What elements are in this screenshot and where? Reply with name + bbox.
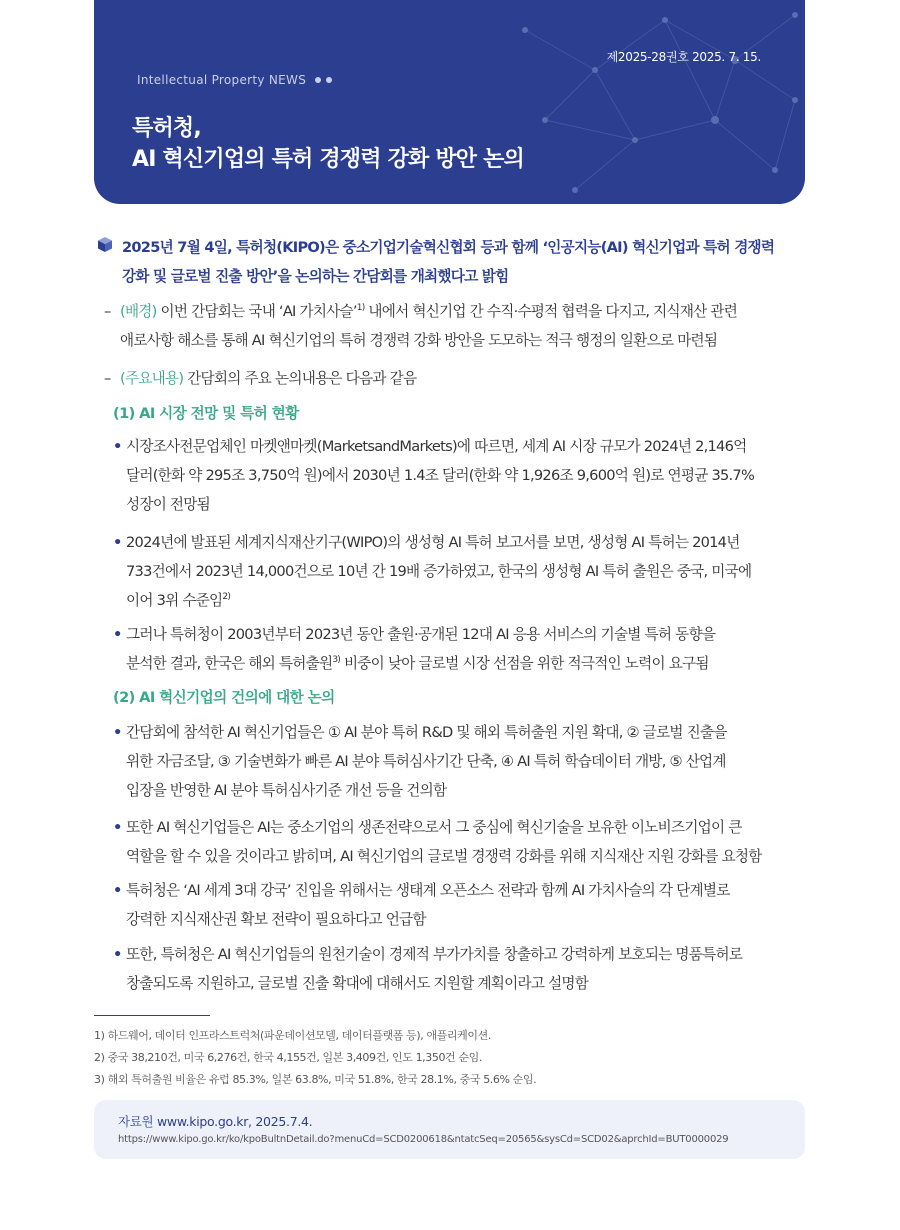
list-item [113, 528, 809, 615]
background-item [104, 297, 809, 355]
item-line: 달러(한화 약 295조 3,750억 원)에서 2030년 1.4조 달러(한화 약 1,926조 9,600억 원)로 연평균 35.7% [126, 467, 755, 484]
source-label: 자료원 www.kipo.go.kr, 2025.7.4. [118, 1114, 313, 1129]
dot-icon [326, 77, 332, 83]
issue-number: 제2025-28권호 2025. 7. 15. [606, 50, 761, 64]
bullet-mark: • [113, 946, 122, 963]
footnote-divider [94, 1015, 210, 1016]
item-line: 또한, 특허청은 AI 혁신기업들의 원천기술이 경제적 부가가치를 창출하고 강력하게 보호되는 명품특허로 [126, 946, 743, 963]
dash-mark: – [104, 303, 111, 320]
bullet-mark: • [113, 724, 122, 741]
list-item [113, 620, 809, 678]
footnote-ref-2: 2) [222, 592, 231, 602]
source-box [94, 1100, 805, 1159]
list-item [113, 940, 809, 998]
list-item [113, 432, 809, 519]
item-line: 위한 자금조달, ③ 기술변화가 빠른 AI 분야 특허심사기간 단축, ④ AI 특허 학습데이터 개방, ⑤ 산업계 [126, 753, 726, 770]
list-item [113, 876, 809, 934]
background-text-b: 내에서 혁신기업 간 수직·수평적 협력을 다지고, 지식재산 관련 [364, 303, 738, 320]
item-line: 성장이 전망됨 [126, 496, 210, 513]
item-line: 강력한 지식재산권 확보 전략이 필요하다고 언급함 [126, 911, 426, 928]
item-line: 분석한 결과, 한국은 해외 특허출원 [126, 655, 333, 672]
main-content-tag: (주요내용) [120, 370, 184, 387]
section-2-heading: (2) AI 혁신기업의 건의에 대한 논의 [113, 689, 335, 706]
item-line: 또한 AI 혁신기업들은 AI는 중소기업의 생존전략으로서 그 중심에 혁신기술을 보유한 이노비즈기업이 큰 [126, 819, 742, 836]
newsletter-name: Intellectual Property NEWS [137, 73, 307, 87]
footnote-3: 3) 해외 특허출원 비율은 유럽 85.3%, 일본 63.8%, 미국 51.8%, 한국 28.1%, 중국 5.6% 순임. [94, 1073, 537, 1086]
item-line: 역할을 할 수 있을 것이라고 밝히며, AI 혁신기업의 글로벌 경쟁력 강화를 위해 지식재산 지원 강화를 요청함 [126, 848, 762, 865]
item-line: 733건에서 2023년 14,000건으로 10년 간 19배 증가하였고, 한국의 생성형 AI 특허 출원은 중국, 미국에 [126, 563, 752, 580]
footnote-1: 1) 하드웨어, 데이터 인프라스트럭처(파운데이션모델, 데이터플랫폼 등), 애플리케이션. [94, 1029, 491, 1042]
header-banner [94, 0, 805, 204]
footnote-ref-1: 1) [356, 303, 365, 313]
item-line: 시장조사전문업체인 마켓앤마켓(MarketsandMarkets)에 따르면, 세계 AI 시장 규모가 2024년 2,146억 [126, 438, 747, 455]
footnotes [94, 1025, 536, 1091]
network-pattern-decoration [505, 0, 805, 204]
lead-summary [98, 233, 810, 291]
title-line-2: AI 혁신기업의 특허 경쟁력 강화 방안 논의 [132, 147, 525, 172]
bullet-mark: • [113, 438, 122, 455]
main-content-text: 간담회의 주요 논의내용은 다음과 같음 [183, 370, 417, 387]
item-line: 입장을 반영한 AI 분야 특허심사기준 개선 등을 건의함 [126, 782, 447, 799]
list-item [113, 718, 809, 805]
footnote-ref-3: 3) [332, 655, 341, 665]
item-line: 그러나 특허청이 2003년부터 2023년 동안 출원·공개된 12대 AI 응용 서비스의 기술별 특허 동향을 [126, 626, 716, 643]
item-line: 비중이 낮아 글로벌 시장 선점을 위한 적극적인 노력이 요구됨 [340, 655, 709, 672]
bullet-mark: • [113, 534, 122, 551]
title-line-1: 특허청, [132, 116, 201, 141]
newsletter-label [137, 73, 332, 87]
page-title [132, 113, 524, 175]
main-content-item [104, 364, 809, 393]
bullet-mark: • [113, 819, 122, 836]
section-1-heading: (1) AI 시장 전망 및 특허 현황 [113, 405, 299, 422]
item-line: 특허청은 ‘AI 세계 3대 강국’ 진입을 위해서는 생태계 오픈소스 전략과 함께 AI 가치사슬의 각 단계별로 [126, 882, 730, 899]
background-text-a: 이번 간담회는 국내 ‘AI 가치사슬’ [156, 303, 357, 320]
dot-icon [315, 77, 321, 83]
background-tag: (배경) [120, 303, 157, 320]
item-line: 2024년에 발표된 세계지식재산기구(WIPO)의 생성형 AI 특허 보고서를 보면, 생성형 AI 특허는 2014년 [126, 534, 740, 551]
item-line: 이어 3위 수준임 [126, 592, 223, 609]
lead-line-2: 강화 및 글로벌 진출 방안’을 논의하는 간담회를 개최했다고 밝힘 [122, 268, 509, 285]
bullet-mark: • [113, 626, 122, 643]
cube-icon [98, 237, 112, 252]
footnote-2: 2) 중국 38,210건, 미국 6,276건, 한국 4,155건, 일본 3,409건, 인도 1,350건 순임. [94, 1051, 482, 1064]
item-line: 창출되도록 지원하고, 글로벌 진출 확대에 대해서도 지원할 계획이라고 설명함 [126, 975, 589, 992]
item-line: 간담회에 참석한 AI 혁신기업들은 ① AI 분야 특허 R&D 및 해외 특허출원 지원 확대, ② 글로벌 진출을 [126, 724, 727, 741]
list-item [113, 813, 809, 871]
source-url-link[interactable]: https://www.kipo.go.kr/ko/kpoBultnDetail.do?menuCd=SCD0200618&ntatcSeq=20565&sysCd=SCD02&aprchId=BUT0000029 [118, 1134, 729, 1145]
lead-line-1: 2025년 7월 4일, 특허청(KIPO)은 중소기업기술혁신협회 등과 함께 ‘인공지능(AI) 혁신기업과 특허 경쟁력 [122, 239, 775, 256]
bullet-mark: • [113, 882, 122, 899]
dash-mark: – [104, 370, 111, 387]
background-line-2: 애로사항 해소를 통해 AI 혁신기업의 특허 경쟁력 강화 방안을 도모하는 적극 행정의 일환으로 마련됨 [120, 332, 718, 349]
